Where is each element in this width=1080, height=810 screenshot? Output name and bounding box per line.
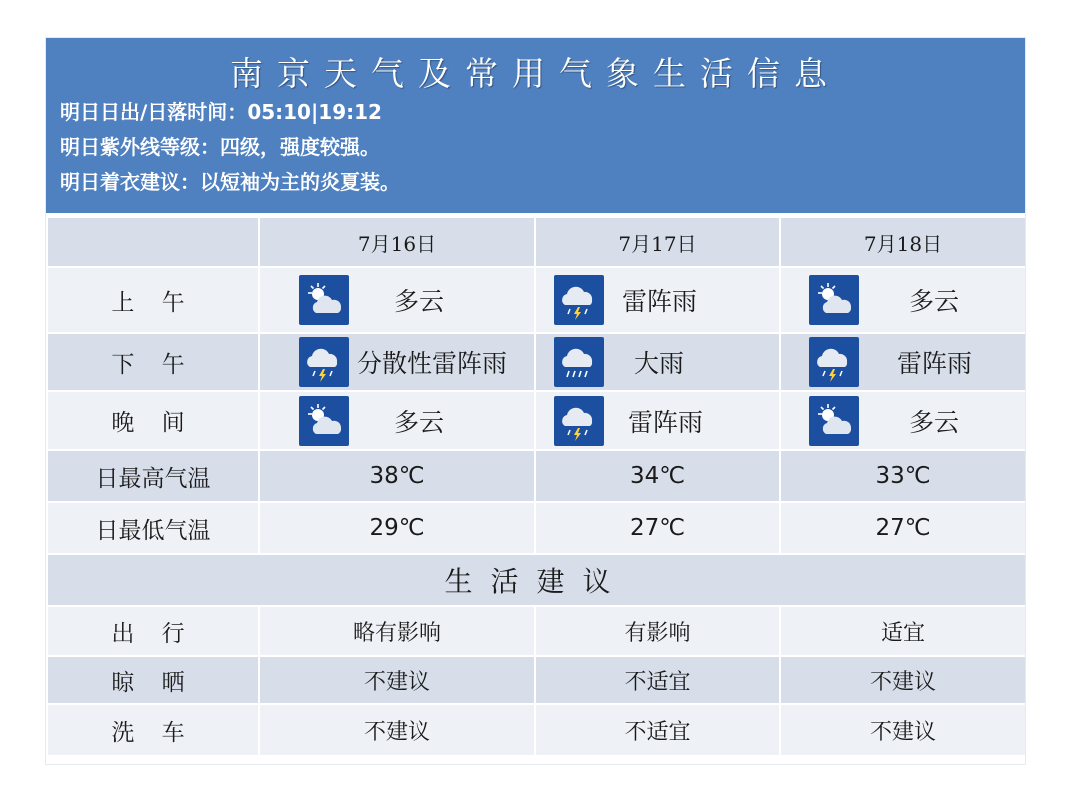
sunrise-sunset-label: 明日日出/日落时间： (60, 100, 248, 124)
sunrise-sunset-line (60, 96, 382, 125)
weather-text: 大雨 (634, 349, 685, 378)
weather-cell (260, 334, 534, 390)
weather-text: 多云 (909, 287, 960, 316)
high-temp-label: 日最高气温 (48, 451, 258, 501)
weather-cell (536, 334, 779, 390)
weather-cell (536, 268, 779, 332)
advice-value: 不建议 (260, 657, 534, 703)
uv-line: 明日紫外线等级：四级，强度较强。 (60, 135, 380, 159)
sunrise-sunset-value: 05:10|19:12 (247, 100, 382, 124)
date-header-row (48, 218, 1025, 266)
weather-cell (781, 392, 1025, 449)
weather-card (46, 38, 1025, 764)
high-temp-row (48, 451, 1025, 501)
period-row-afternoon (48, 334, 1025, 390)
weather-text: 分散性雷阵雨 (357, 349, 508, 378)
period-label: 晚 间 (48, 392, 258, 449)
low-temp-value: 29℃ (260, 503, 534, 553)
date-cell: 7月18日 (781, 218, 1025, 266)
advice-value: 不建议 (260, 705, 534, 755)
period-label: 上 午 (48, 268, 258, 332)
corner-cell (48, 218, 258, 266)
partly-cloudy-icon (809, 396, 859, 446)
weather-text: 多云 (394, 287, 445, 316)
forecast-table (46, 216, 1027, 757)
advice-row-carwash (48, 705, 1025, 755)
advice-value: 有影响 (536, 607, 779, 655)
weather-cell (781, 268, 1025, 332)
page-title: 南京天气及常用气象生活信息 (230, 54, 841, 93)
advice-label: 晾 晒 (48, 657, 258, 703)
weather-text: 雷阵雨 (628, 407, 704, 437)
thunderstorm-icon (554, 275, 604, 325)
advice-row-travel (48, 607, 1025, 655)
clothing-line: 明日着衣建议：以短袖为主的炎夏装。 (60, 170, 400, 194)
low-temp-row (48, 503, 1025, 553)
advice-value: 不建议 (781, 705, 1025, 755)
heavy-rain-icon (554, 337, 604, 387)
period-row-evening (48, 392, 1025, 449)
weather-cell (260, 268, 534, 332)
advice-label: 洗 车 (48, 705, 258, 755)
weather-text: 多云 (394, 407, 445, 437)
weather-cell (536, 392, 779, 449)
advice-value: 适宜 (781, 607, 1025, 655)
advice-value: 不适宜 (536, 705, 779, 755)
date-cell: 7月17日 (536, 218, 779, 266)
period-row-morning (48, 268, 1025, 332)
life-advice-title: 生活建议 (48, 555, 1025, 605)
advice-row-drying (48, 657, 1025, 703)
weather-text: 多云 (909, 407, 960, 437)
thunderstorm-icon (554, 396, 604, 446)
date-cell: 7月16日 (260, 218, 534, 266)
thunderstorm-icon (809, 337, 859, 387)
partly-cloudy-icon (299, 275, 349, 325)
thunderstorm-icon (299, 337, 349, 387)
high-temp-value: 33℃ (781, 451, 1025, 501)
weather-cell (260, 392, 534, 449)
weather-text: 雷阵雨 (897, 349, 973, 378)
partly-cloudy-icon (299, 396, 349, 446)
low-temp-value: 27℃ (781, 503, 1025, 553)
weather-cell (781, 334, 1025, 390)
life-advice-header-row (48, 555, 1025, 605)
weather-text: 雷阵雨 (622, 287, 698, 316)
advice-label: 出 行 (48, 607, 258, 655)
advice-value: 不建议 (781, 657, 1025, 703)
partly-cloudy-icon (809, 275, 859, 325)
header-banner (46, 38, 1025, 213)
advice-value: 不适宜 (536, 657, 779, 703)
advice-value: 略有影响 (260, 607, 534, 655)
high-temp-value: 34℃ (536, 451, 779, 501)
low-temp-value: 27℃ (536, 503, 779, 553)
high-temp-value: 38℃ (260, 451, 534, 501)
low-temp-label: 日最低气温 (48, 503, 258, 553)
period-label: 下 午 (48, 334, 258, 390)
